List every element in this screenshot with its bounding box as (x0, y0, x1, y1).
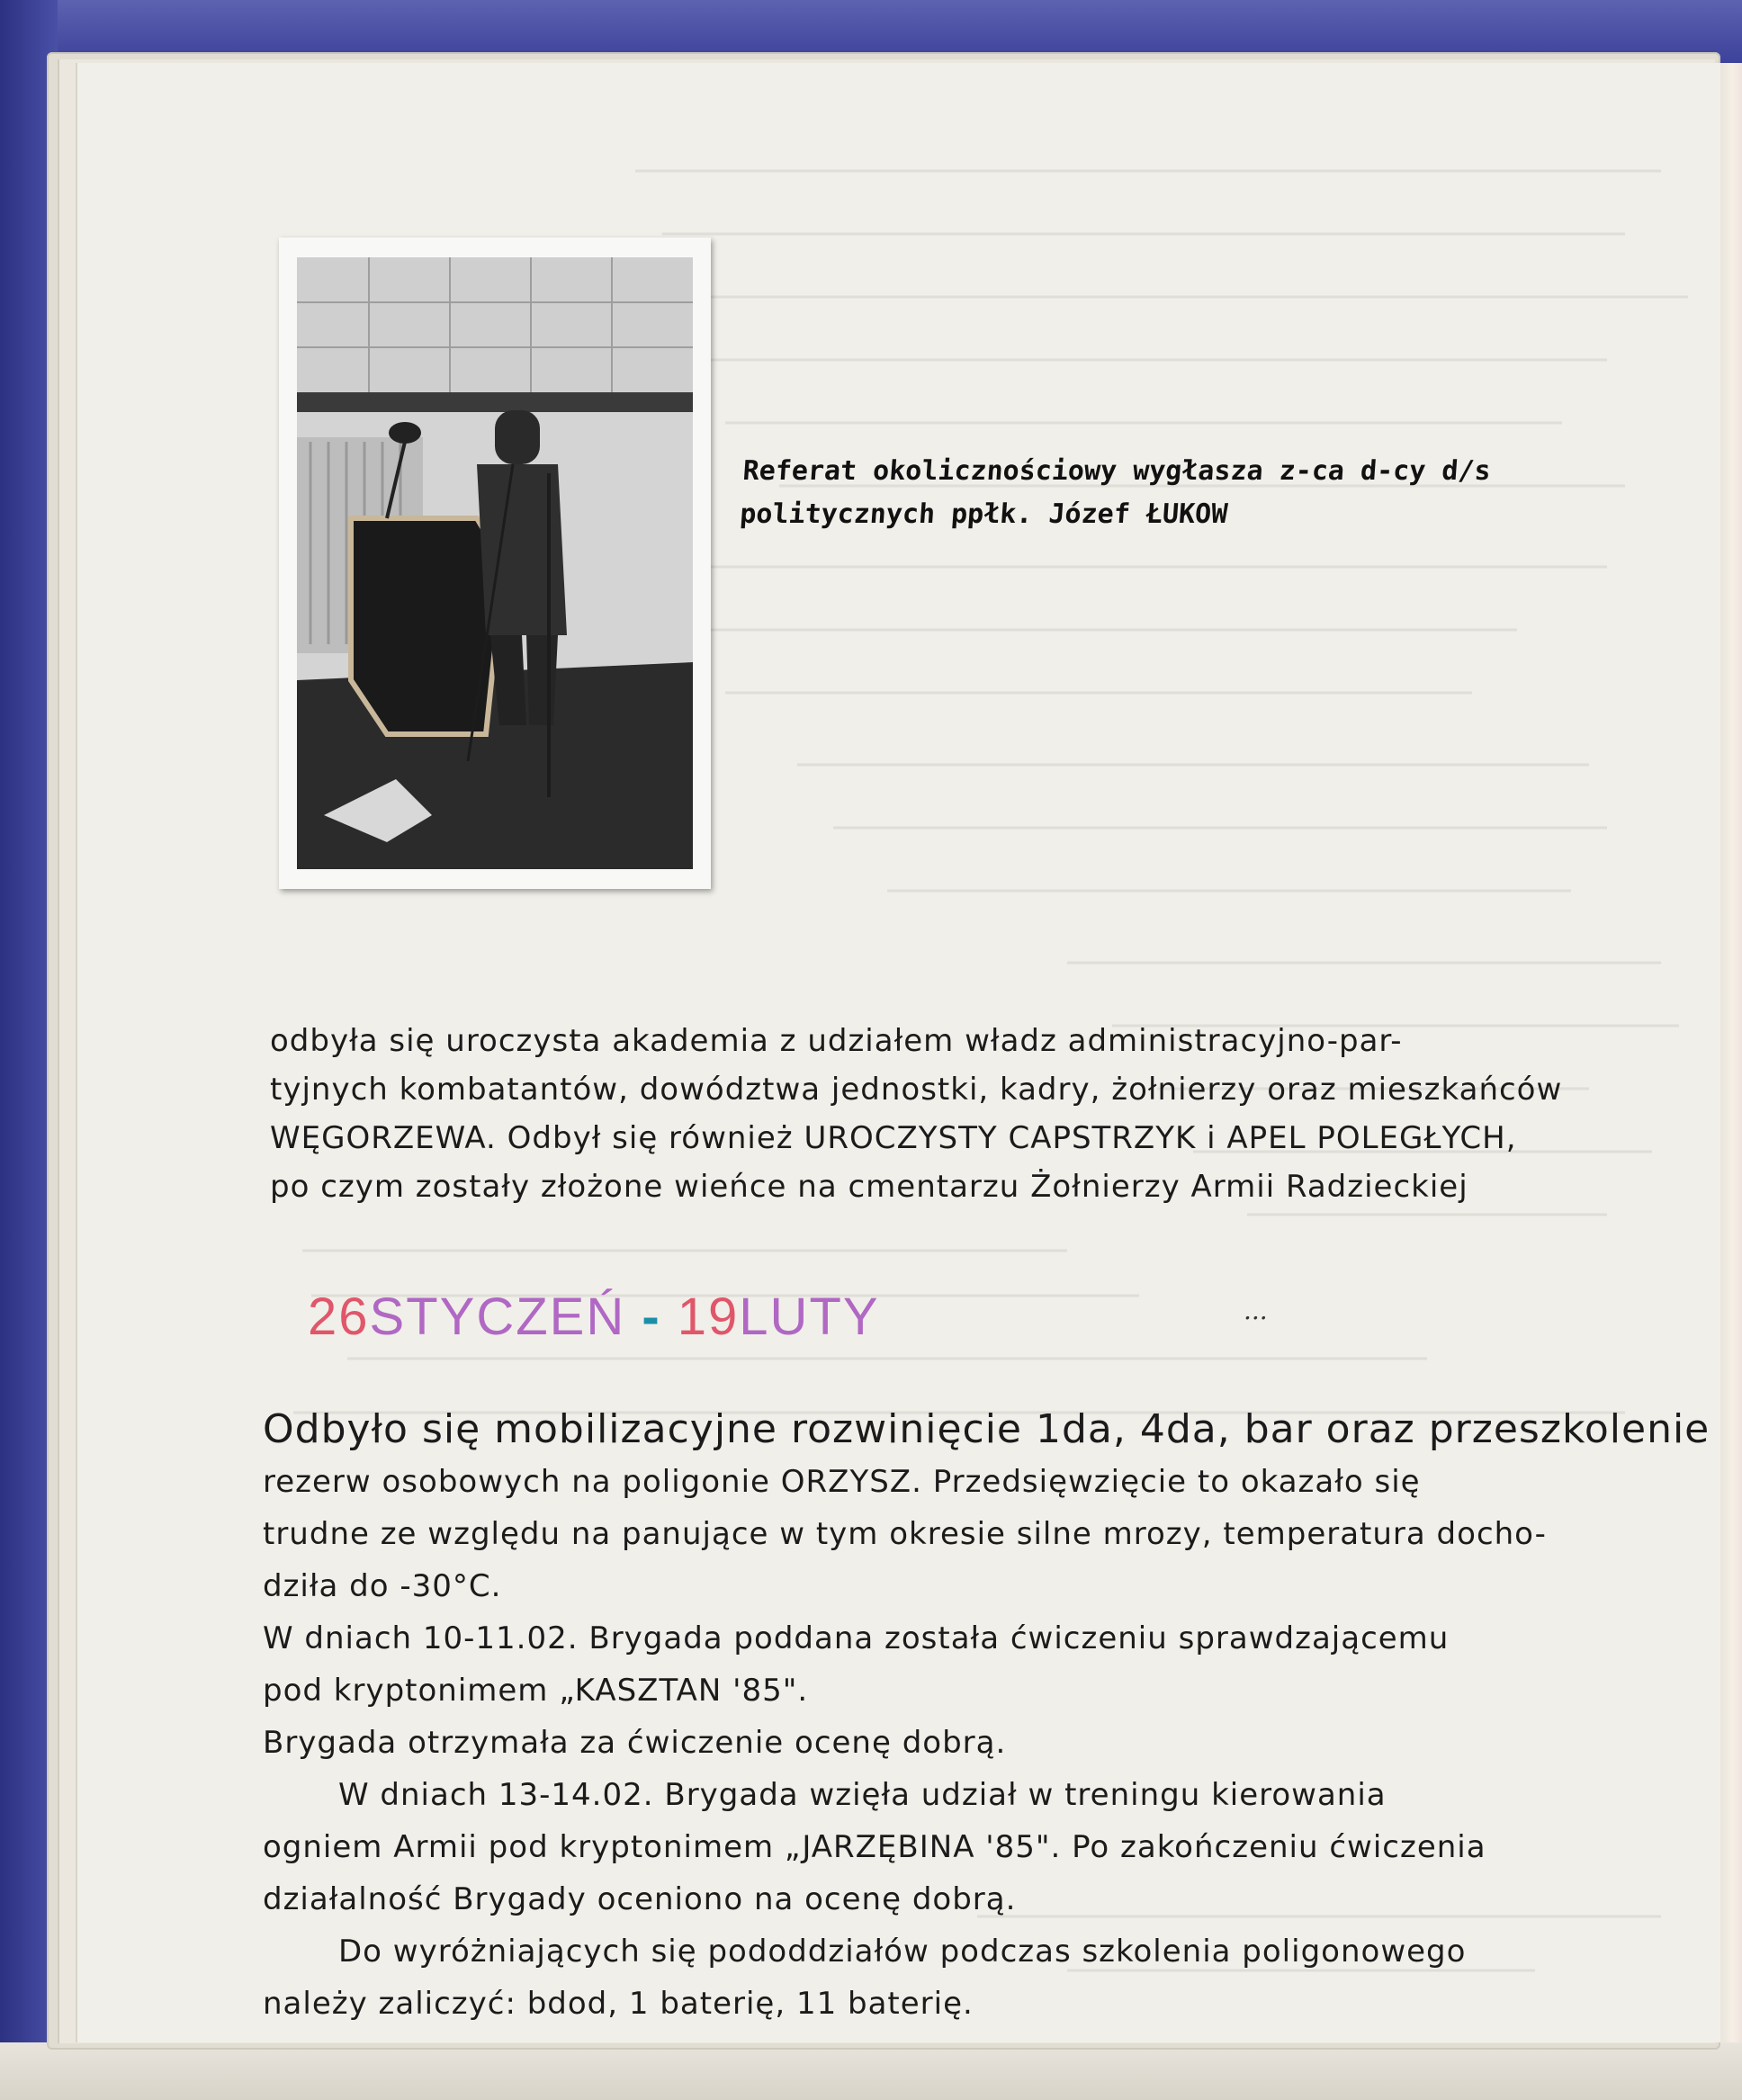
page-bottom-edge (0, 2042, 1742, 2100)
text-line: działalność Brygady oceniono na ocenę dobrą. (263, 1881, 1017, 1917)
text-line: WĘGORZEWA. Odbył się również UROCZYSTY CAPSTRZYK i APEL POLEGŁYCH, (270, 1120, 1517, 1156)
text-line: Odbyło się mobilizacyjne rozwinięcie 1da, 4da, bar oraz przeszkolenie (263, 1406, 1711, 1452)
text-line: rezerw osobowych na poligonie ORZYSZ. Przedsięwzięcie to okazało się (263, 1464, 1421, 1500)
text-line: odbyła się uroczysta akademia z udziałem władz administracyjno-par- (270, 1023, 1403, 1059)
caption-line-2: politycznych ppłk. Józef ŁUKOW (739, 498, 1229, 530)
text-line: Do wyróżniających się pododdziałów podczas szkolenia poligonowego (338, 1934, 1467, 1970)
text-line: po czym zostały złożone wieńce na cmentarzu Żołnierzy Armii Radzieckiej (270, 1169, 1468, 1205)
heading-dash: - (642, 1288, 661, 1346)
text-line: trudne ze względu na panujące w tym okresie silne mrozy, temperatura docho- (263, 1516, 1547, 1552)
photo-caption (739, 450, 1492, 536)
heading-day-start: 26 (308, 1288, 370, 1346)
heading-month-end: LUTY (739, 1288, 880, 1346)
heading-day-end: 19 (677, 1288, 740, 1346)
heading-month-start: STYCZEŃ (369, 1288, 626, 1346)
text-line: dziła do -30°C. (263, 1568, 502, 1604)
album-page (76, 63, 1724, 2042)
paragraph-ceremony (270, 1017, 1710, 1211)
pencil-mark: ... (1244, 1296, 1268, 1325)
paragraph-exercises (263, 1404, 1720, 2030)
photo-frame (279, 238, 711, 889)
speaker-photo (297, 257, 693, 869)
text-line: Brygada otrzymała za ćwiczenie ocenę dobrą. (263, 1725, 1007, 1761)
text-line: tyjnych kombatantów, dowództwa jednostki, kadry, żołnierzy oraz mieszkańców (270, 1072, 1563, 1108)
text-line: W dniach 10-11.02. Brygada poddana została ćwiczeniu sprawdzającemu (263, 1620, 1450, 1656)
caption-line-1: Referat okolicznościowy wygłasza z-ca d-cy d/s (741, 455, 1492, 487)
text-line: pod kryptonimem „KASZTAN '85". (263, 1673, 809, 1709)
text-line: należy zaliczyć: bdod, 1 baterię, 11 baterię. (263, 1986, 974, 2022)
date-range-heading (308, 1287, 880, 1347)
text-line: ogniem Armii pod kryptonimem „JARZĘBINA '85". Po zakończeniu ćwiczenia (263, 1829, 1486, 1865)
text-line: W dniach 13-14.02. Brygada wzięła udział w treningu kierowania (338, 1777, 1387, 1813)
photo-image (297, 257, 693, 869)
